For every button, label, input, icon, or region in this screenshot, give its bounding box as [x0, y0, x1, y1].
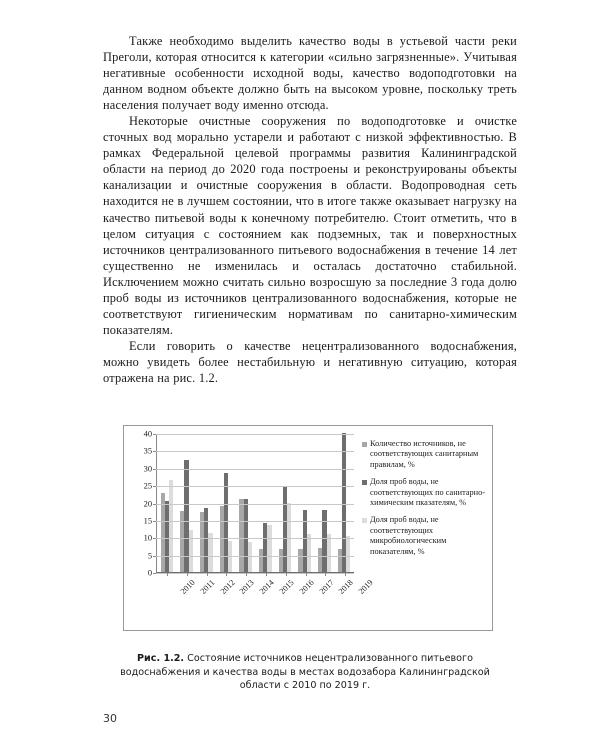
figure-caption-label: Рис. 1.2. [137, 653, 185, 664]
legend-swatch-icon [362, 480, 367, 485]
bar [307, 534, 311, 572]
x-axis-tick-label: 2010 [178, 578, 197, 596]
y-axis-tick-mark [153, 538, 156, 539]
chart-gridline [156, 556, 354, 557]
chart-gridline [156, 504, 354, 505]
figure-chart [123, 425, 493, 631]
x-axis-tick-mark [226, 573, 227, 576]
y-axis-tick-mark [153, 451, 156, 452]
bar [346, 536, 350, 572]
x-axis-tick-label: 2018 [337, 578, 356, 596]
figure-caption-text: Состояние источников нецентрализованного питьевого водоснабжения и качества воды в местах водозабора Калининградской области с 2010 по 2019 г. [120, 653, 490, 692]
chart-legend [362, 439, 490, 564]
chart-gridline [156, 538, 354, 539]
y-axis-tick-label: 40 [143, 429, 152, 439]
y-axis-tick-label: 20 [143, 499, 152, 508]
bar [287, 503, 291, 573]
x-axis-tick-mark [345, 573, 346, 576]
chart-gridline [156, 573, 354, 574]
x-axis-tick-mark [286, 573, 287, 576]
x-axis-tick-mark [306, 573, 307, 576]
chart-gridline [156, 469, 354, 470]
figure-caption [115, 652, 495, 693]
bar [169, 480, 173, 572]
x-axis-tick-label: 2012 [218, 578, 237, 596]
paragraph: Если говорить о качестве нецентрализованного водоснабжения, можно увидеть более нестабильную и негативную ситуацию, которая отражена на рис. 1.2. [103, 338, 517, 385]
legend-label: Количество источников, не соответствующих санитарным правилам, % [370, 439, 479, 469]
legend-swatch-icon [362, 518, 367, 523]
y-axis-tick-label: 15 [143, 516, 152, 526]
body-text [103, 33, 517, 386]
chart-gridline [156, 486, 354, 487]
y-axis-tick-mark [153, 521, 156, 522]
y-axis-tick-mark [153, 573, 156, 574]
y-axis-tick-label: 35 [143, 446, 152, 456]
x-axis-tick-label: 2013 [238, 578, 257, 596]
x-axis-tick-label: 2019 [356, 578, 375, 596]
bar [189, 530, 193, 572]
y-axis-tick-label: 30 [143, 464, 152, 474]
y-axis-tick-label: 0 [147, 568, 152, 578]
y-axis-tick-mark [153, 504, 156, 505]
x-axis-tick-mark [187, 573, 188, 576]
bar [267, 525, 271, 572]
y-axis-tick-label: 5 [147, 551, 152, 561]
y-axis-tick-mark [153, 556, 156, 557]
y-axis-tick-mark [153, 486, 156, 487]
x-axis-tick-mark [325, 573, 326, 576]
x-axis-tick-mark [167, 573, 168, 576]
paragraph: Также необходимо выделить качество воды в устьевой части реки Преголи, которая относится к категории «сильно загрязненные». Учитывая негативные особенности исходной воды, качество водоподготовки на данном водном объекте должно быть на высоком уровне, поскольку треть населения получает воду именно отсюда. [103, 34, 517, 113]
y-axis-tick-mark [153, 469, 156, 470]
x-axis-tick-mark [207, 573, 208, 576]
chart-plot-area [143, 429, 354, 578]
x-axis-tick-label: 2017 [317, 578, 336, 596]
legend-item [362, 477, 490, 508]
x-axis-tick-label: 2011 [198, 578, 217, 596]
x-axis-ticks [157, 576, 375, 616]
x-axis-tick-label: 2016 [297, 578, 316, 596]
y-axis-tick-label: 25 [143, 481, 152, 491]
y-axis-tick-label: 10 [143, 533, 152, 543]
legend-label: Доля проб воды, не соответствующих микробиологическим показателям, % [370, 515, 447, 556]
legend-label: Доля проб воды, не соответствующих по санитарно-химическим пказателям, % [370, 477, 486, 508]
legend-item [362, 439, 490, 470]
x-axis-tick-label: 2015 [277, 578, 296, 596]
chart-gridline [156, 451, 354, 452]
chart-gridline [156, 434, 354, 435]
page-number: 30 [103, 712, 117, 725]
x-axis-tick-label: 2014 [257, 578, 276, 596]
legend-item [362, 515, 490, 557]
bar [248, 542, 252, 572]
paragraph: Некоторые очистные сооружения по водоподготовке и очистке сточных вод морально устарели и работают с низкой эффективностью. В рамках Федеральной целевой программы развития Калининградской области на период до 2020 года построены и реконструированы объекты канализации и очистные сооружения в области. Водопроводная сеть находится не в лучшем состоянии, что в итоге также оказывает нагрузку на качество питьевой воды к конечному потребителю. Стоит отметить, что в целом ситуация с состоянием как подземных, так и поверхностных источников централизованного питьевого водоснабжения в течение 14 лет существенно не изменилась и осталась достаточно стабильной. Исключением можно считать сильно возросшую за последние 3 года долю проб воды из источников централизованного водоснабжения, которые не соответствуют гигиеническим нормативам по санитарно-химическим показателям. [103, 114, 517, 337]
bar-chart [124, 426, 492, 630]
x-axis-tick-mark [246, 573, 247, 576]
y-axis-tick-mark [153, 434, 156, 435]
bar [327, 534, 331, 572]
legend-swatch-icon [362, 442, 367, 447]
x-axis-tick-mark [266, 573, 267, 576]
chart-gridline [156, 521, 354, 522]
